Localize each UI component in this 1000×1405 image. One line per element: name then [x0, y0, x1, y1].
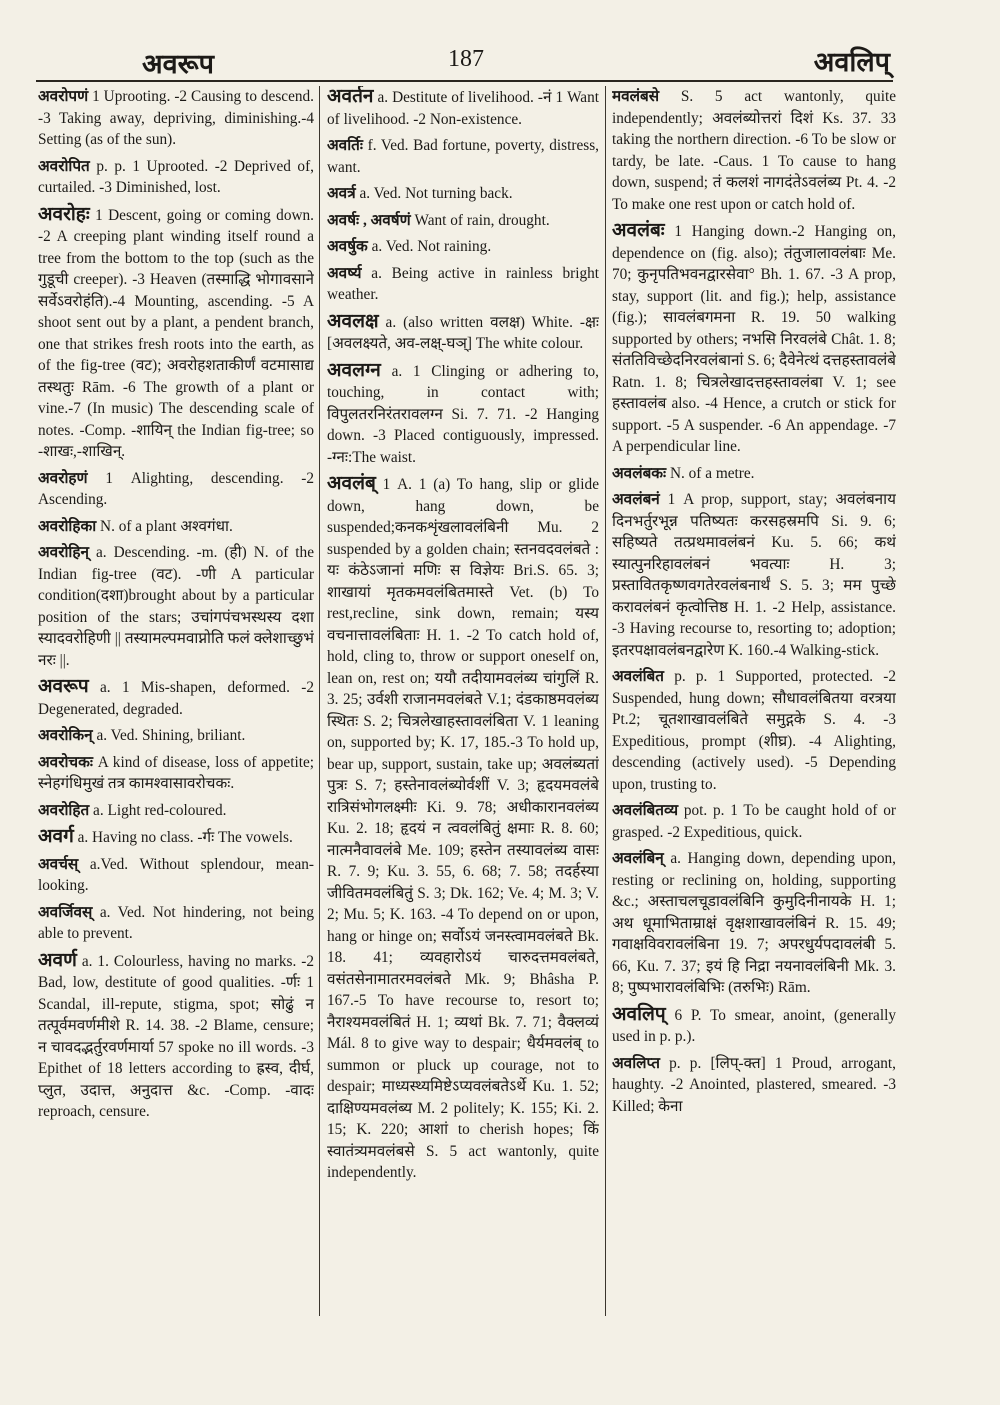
entry-headword: अवरोचकः: [38, 753, 93, 771]
entry-definition: Want of rain, drought.: [410, 211, 550, 229]
dictionary-entry: [612, 489, 896, 661]
entry-definition: 1 A prop, support, stay; अवलंबनाय दिनभर्तुरभून्न पतिष्यतः करसहस्रमपि Si. 9. 6; सहिष्यते तत्प्रथमावलंबनं Ku. 5. 66; कथं स्यात्पुनरिहावलंबनं भवत्याः H. 3; प्रस्तावितकृष्णवगतेरवलंबनार्थं S. 5. 3; मम पुच्छे करावलंबनं कृत्वोत्तिष्ठ H. 1. -2 Help, assistance. -3 Having recourse to, resorting to; adoption; इतरपक्षावलंबनद्वारेण K. 160.-4 Walking-stick.: [612, 491, 896, 659]
dictionary-entry: [327, 210, 599, 232]
entry-headword: अवलग्न: [327, 359, 381, 381]
dictionary-entry: [612, 666, 896, 795]
entry-definition: N. of a plant अश्वगंधा.: [96, 517, 233, 535]
entry-headword: अवर्ण: [38, 949, 77, 971]
entry-definition: 1 Descent, going or coming down. -2 A creeping plant winding itself round a tree from the bottom to the top (such as the गुडूची creeper). -3 Heaven (तस्माद्धि भोगावसाने सर्वेऽवरोहंति).-4 Mounting, ascending. -5 A shoot sent out by a plant, a pendent branch, one that strikes fresh roots into the earth, as of the fig-tree (वट); अवरोहशताकीर्णं वटमासाद्य तस्थतुः Rām. -6 The growth of a plant or vine.-7 (In music) The descending scale of notes. -Comp. -शायिन् the Indian fig-tree; so -शाखः,-शाखिन्.: [38, 206, 314, 460]
entry-headword: अवलिप्त: [612, 1054, 660, 1072]
entry-definition: a. Having no class. -र्गः The vowels.: [73, 829, 293, 846]
entry-headword: अवलंबनं: [612, 491, 660, 508]
entry-definition: a. 1. Colourless, having no marks. -2 Bad, low, destitute of good qualities. -र्णः 1 Scandal, ill-repute, stigma, spot; सोढुं न तत्पूर्वमवर्णमीशे R. 14. 38. -2 Blame, censure; न चावदद्भर्तुरवर्णमार्या 57 spoke no ill words. -3 Epithet of 18 letters according to ह्रस्व, दीर्घ, प्लुत, उदात्त, अनुदात्त &c. -Comp. -वादः reproach, censure.: [38, 952, 314, 1120]
entry-headword: अवलंब्: [327, 473, 376, 494]
entry-definition: S. 5 act wantonly, quite independently; अवलंब्योत्तरां दिशं Ks. 37. 33 taking the northern direction. -6 To be slow or tardy, be late. -Caus. 1 To cause to hang down, suspend; तं कलशं नागदंतेऽवलंब्य Pt. 4. -2 To make one rest upon or catch hold of.: [612, 88, 896, 213]
entry-definition: A kind of disease, loss of appetite; स्नेहगंधिमुखं तत्र कामश्वासावरोचकः.: [38, 753, 314, 792]
entry-definition: 6 P. To smear, anoint, (generally used in p. p.).: [612, 1006, 896, 1045]
entry-definition: a.Ved. Without splendour, mean-looking.: [38, 855, 314, 894]
dictionary-entry: [327, 183, 599, 205]
entry-definition: pot. p. 1 To be caught hold of or grasped. -2 Expeditious, quick.: [612, 802, 896, 841]
entry-headword: अवरोकिन्: [38, 727, 93, 744]
dictionary-entry: [612, 800, 896, 843]
entry-definition: 1 A. 1 (a) To hang, slip or glide down, hang down, be suspended;कनकशृंखलावलंबिनी Mu. 2 suspended by a golden chain; स्तनवदवलंबते : यः कंठेऽजानां मणिः स विज्ञेयः Bri.S. 65. 3; शाखायां मृतकमवलंबितमास्ते Vet. (b) To rest,recline, sink down, remain; यस्य वचनात्तावलंबिताः H. 1. -2 To catch hold of, hold, cling to, throw or support oneself on, lean on, rest on; ययौ तदीयामवलंब्य चांगुलिं R. 3. 25; उर्वशी राजानमवलंबते V.1; दंडकाष्ठमवलंब्य स्थितः S. 2; चित्रलेखाहस्तावलंबिता V. 1 leaning on, supported by; K. 17, 185.-3 To hold up, bear up, support, sustain, take up; अवलंब्यतां पुत्रः S. 7; हस्तेनावलंब्योर्वशीं V. 3; हृदयमवलंबे रात्रिसंभोगलक्ष्मीः Ki. 9. 78; अधीकारानवलंब्य Ku. 2. 18; हृदयं न त्ववलंबितुं क्षमाः R. 8. 60; नात्मनैवावलंबे Me. 109; हस्तेन तस्यावलंब्य वासः R. 7. 9; Ku. 3. 55, 6. 68; 7. 58; तदर्हस्या जीवितमवलंबितुं S. 3; Dk. 162; Ve. 4; M. 3; V. 2; Mu. 5; K. 163. -4 To depend on or upon, hang or hinge on; सर्वोऽयं जनस्त्वामवलंबते Bk. 18. 41; व्यवहारोऽयं चारुदत्तमवलंबते, वसंतसेनामातरमवलंबते Mk. 9; Bhâsha P. 167.-5 To have recourse to, resort to; नैराश्यमवलंबितं H. 1; व्यथां Bk. 7. 71; वैक्लव्यं Mál. 8 to give way to despair; धैर्यमवलंब् to summon or pluck up courage, not to despair; माध्यस्थ्यमिष्टेऽप्यवलंबतेऽर्थे Ku. 1. 52; दाक्षिण्यमवलंब्य M. 2 politely; K. 155; Ki. 2. 15; K. 220; आशां to cherish hopes; किं स्वातंत्र्यमवलंबसे S. 5 act wantonly, quite independently.: [327, 476, 599, 1181]
dictionary-entry: [612, 848, 896, 999]
left-running-headword: अवरूप: [142, 49, 214, 79]
entry-definition: a. Ved. Shining, briliant.: [92, 727, 246, 744]
dictionary-entry: [38, 676, 314, 720]
right-running-headword: अवलिप्: [813, 47, 890, 77]
dictionary-entry: [38, 542, 314, 671]
dictionary-entry: [327, 311, 599, 355]
entry-definition: f. Ved. Bad fortune, poverty, distress, want.: [327, 137, 599, 176]
dictionary-entry: [327, 236, 599, 258]
entry-headword: अवरोहणं: [38, 469, 88, 487]
dictionary-entry: [612, 1004, 896, 1048]
entry-definition: a. Being active in rainless bright weather.: [327, 264, 599, 303]
column-2: [327, 86, 599, 1321]
dictionary-entry: [612, 86, 896, 215]
entry-definition: a. Hanging down, depending upon, resting or reclining on, holding, supporting &c.; अस्ताचलचूडावलंबिनि कुमुदिनीनायके H. 1; अथ धूमाभिताम्राक्षं वृक्षशाखावलंबिनं R. 15. 49; गवाक्षविवरावलंबिना 19. 7; अपरधुर्यपदावलंबी 5. 66, Ku. 7. 37; इयं हि निद्रा नयनावलंबिनी Mk. 3. 8; पुष्पभारावलंबिभिः (तरुभिः) Rām.: [612, 850, 896, 996]
entry-headword: अवर्ष्य: [327, 264, 362, 282]
column-3: [612, 86, 896, 1321]
page-number: 187: [448, 46, 484, 72]
dictionary-entry: [38, 156, 314, 199]
entry-headword: अवलंबितव्य: [612, 802, 679, 819]
entry-headword: अवलंबकः: [612, 464, 667, 482]
entry-headword: अवर्षः , अवर्षणं: [327, 211, 411, 229]
entry-headword: अवलक्ष: [327, 310, 379, 332]
entry-headword: अवरोहः: [38, 203, 90, 225]
entry-headword: अवरोपित: [38, 157, 90, 175]
entry-definition: a. 1 Clinging or adhering to, touching, in contact with; विपुलतरनिरंतरावलग्न Si. 7. 71. -2 Hanging down. -3 Placed contiguously, impressed. -ग्नः:The waist.: [327, 362, 599, 466]
dictionary-entry: [327, 135, 599, 178]
entry-definition: p. p. 1 Supported, protected. -2 Suspended, hung down; सौधावलंबितया वरत्रया Pt.2; चूतशाखावलंबिते समुद्गके S. 4. -3 Expeditious, prompt (शीघ्र). -4 Alighting, descending (actively used). -5 Depending upon, trusting to.: [612, 668, 896, 793]
dictionary-entry: [327, 86, 599, 130]
dictionary-entry: [38, 950, 314, 1123]
dictionary-entry: [38, 86, 314, 151]
entry-headword: मवलंबसे: [612, 88, 660, 105]
entry-headword: अवर्चस्: [38, 855, 79, 873]
entry-definition: a. Light red-coloured.: [89, 801, 227, 819]
entry-definition: 1 Hanging down.-2 Hanging on, dependence on (fig. also); तंतुजालावलंबाः Me. 70; कुनृपतिभवनद्वारसेवा° Bh. 1. 67. -3 A prop, stay, support (lit. and fig.); help, assistance (fig.); सावलंबगमना R. 19. 50 walking supported by others; नभसि निरवलंबे Chât. 1. 8; संततिविच्छेदनिरवलंबानां S. 6; दैवेनेत्थं दत्तहस्तावलंबे Ratn. 1. 8; चित्रलेखादत्तहस्तावलंबा V. 1; see हस्तावलंब also. -4 Hence, a crutch or stick for support. -5 A suspender. -6 An appendage. -7 A perpendicular line.: [612, 223, 896, 455]
entry-definition: a. Ved. Not raining.: [367, 238, 492, 255]
dictionary-entry: [38, 826, 314, 849]
entry-headword: अवर्ग: [38, 826, 74, 847]
entry-headword: अवरूप: [38, 676, 89, 697]
dictionary-entry: [38, 204, 314, 463]
entry-definition: p. p. 1 Uprooted. -2 Deprived of, curtailed. -3 Diminished, lost.: [38, 157, 314, 196]
entry-definition: 1 Uprooting. -2 Causing to descend. -3 Taking away, depriving, diminishing.-4 Setting (as of the sun).: [38, 88, 314, 148]
entry-headword: अवलंबः: [612, 220, 665, 241]
entry-headword: अवर्त्र: [327, 185, 356, 202]
entry-headword: अवर्जिवस्: [38, 903, 93, 921]
dictionary-entry: [38, 752, 314, 795]
dictionary-entry: [612, 463, 896, 485]
entry-headword: अवर्तन: [327, 86, 374, 107]
entry-definition: a. Ved. Not turning back.: [355, 185, 513, 202]
entry-headword: अवरोहिका: [38, 517, 97, 535]
dictionary-entry: [327, 263, 599, 306]
dictionary-entry: [38, 516, 314, 538]
entry-headword: अवरोपणं: [38, 88, 89, 105]
dictionary-entry: [612, 220, 896, 458]
entry-headword: अवरोहित: [38, 801, 90, 819]
dictionary-entry: [38, 800, 314, 822]
entry-definition: 1 Alighting, descending. -2 Ascending.: [38, 469, 314, 508]
entry-definition: p. p. [लिप्-क्त] 1 Proud, arrogant, haughty. -2 Anointed, plastered, smeared. -3 Killed; केना: [612, 1054, 896, 1115]
dictionary-entry: [38, 902, 314, 945]
column-divider: [319, 86, 320, 1316]
entry-definition: a. Descending. -m. (ही) N. of the Indian fig-tree (वट). -णी A particular condition(दशा)brought about by a particular position of the stars; उचांगपंचभस्थस्य दशा स्यादवरोहिणी || तस्यामल्पमवाप्नोति फलं क्लेशाच्छुभं नरः ||.: [38, 544, 314, 669]
entry-definition: a. 1 Mis-shapen, deformed. -2 Degenerated, degraded.: [38, 679, 314, 718]
entry-headword: अवलिप्: [612, 1003, 666, 1025]
header-rule: [36, 80, 893, 82]
entry-headword: अवर्तिः: [327, 137, 363, 154]
dictionary-entry: [327, 473, 599, 1184]
dictionary-entry: [327, 360, 599, 469]
dictionary-entry: [38, 854, 314, 897]
entry-headword: अवरोहिन्: [38, 544, 89, 561]
dictionary-entry: [612, 1053, 896, 1118]
entry-headword: अवर्षुक: [327, 238, 368, 255]
entry-definition: a. Destitute of livelihood. -नं 1 Want of livelihood. -2 Non-existence.: [327, 89, 599, 128]
entry-headword: अवलंबित: [612, 668, 664, 685]
entry-definition: a. Ved. Not hindering, not being able to prevent.: [38, 903, 314, 942]
dictionary-entry: [38, 468, 314, 511]
column-divider: [605, 86, 606, 1316]
entry-headword: अवलंबिन्: [612, 850, 664, 867]
entry-definition: N. of a metre.: [666, 464, 755, 482]
column-1: [38, 86, 314, 1321]
entry-definition: a. (also written वलक्ष) White. -क्षः [अवलक्ष्यते, अव-लक्ष्-घञ्] The white colour.: [327, 313, 599, 352]
dictionary-entry: [38, 725, 314, 747]
